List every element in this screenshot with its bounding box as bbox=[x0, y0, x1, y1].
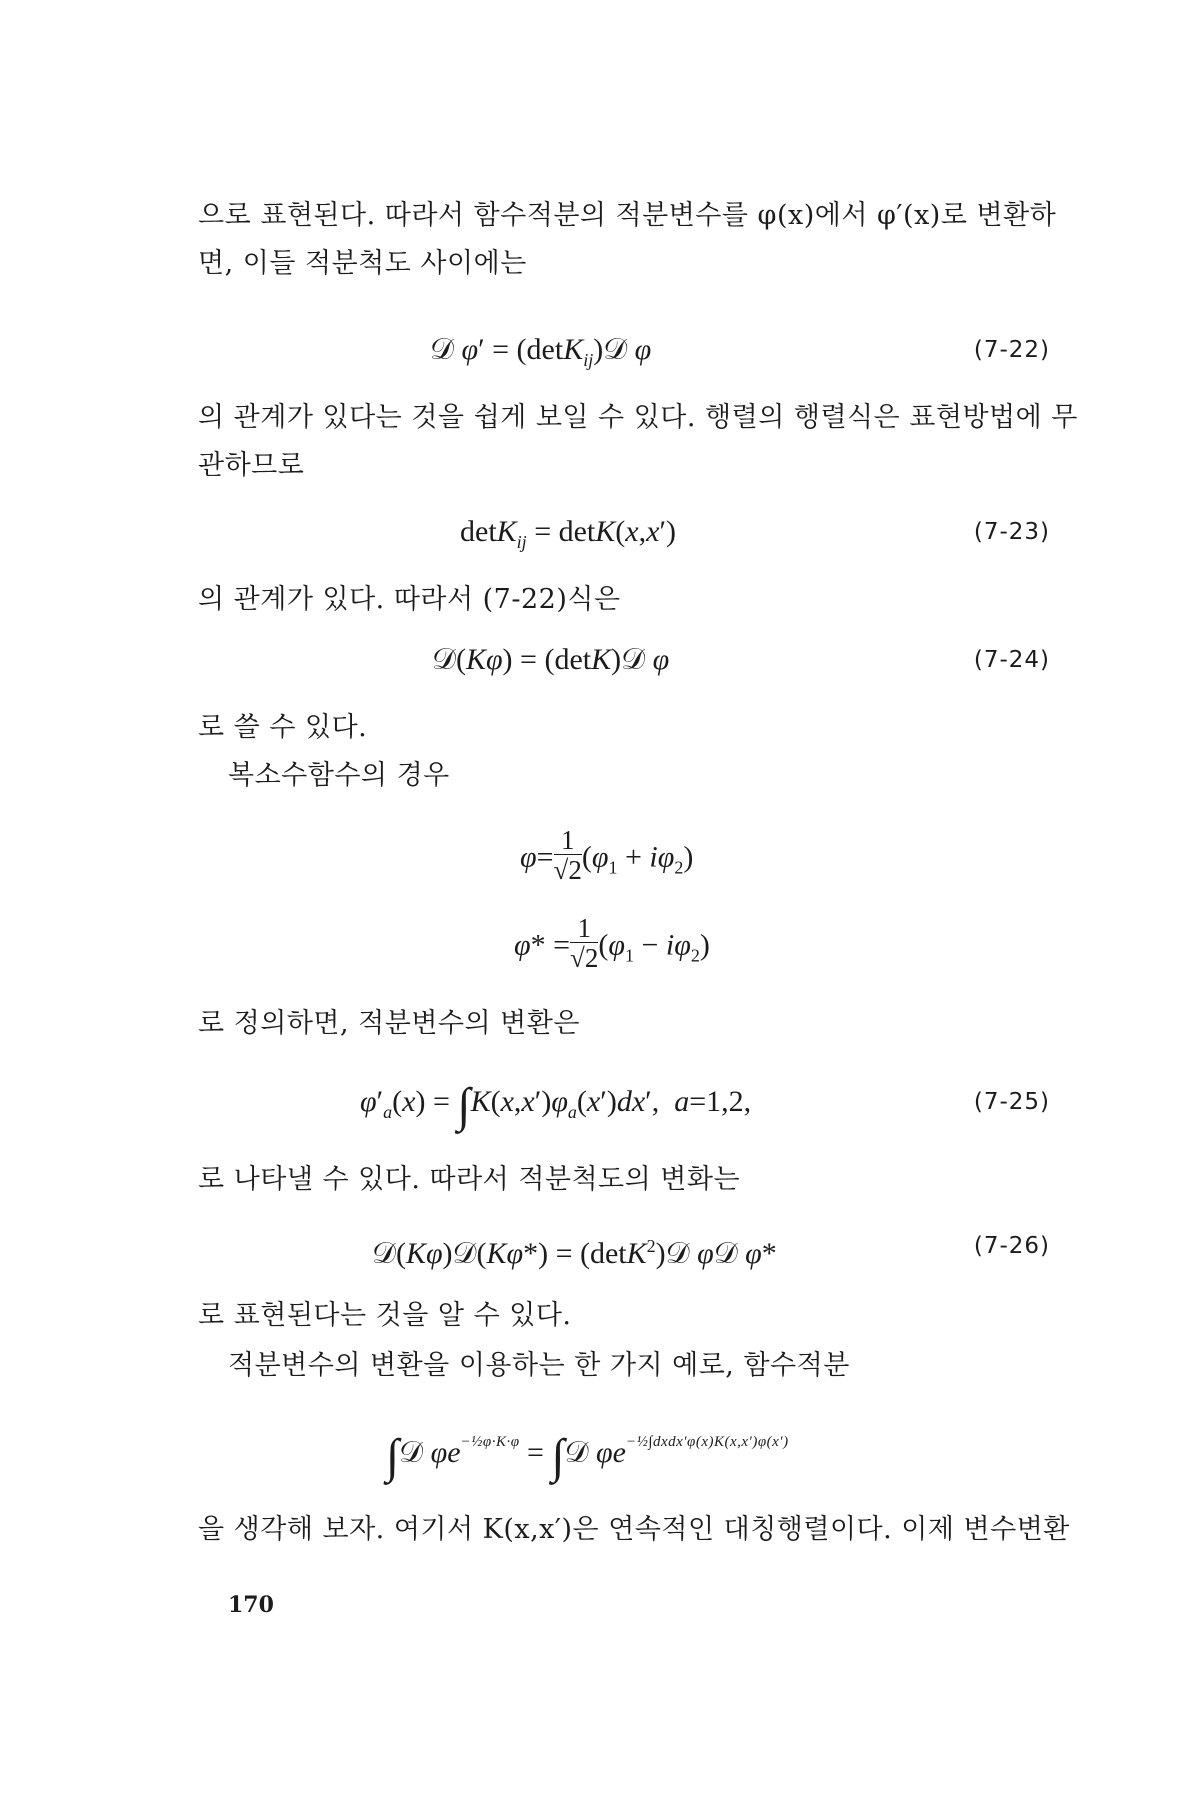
equation-phi: φ= $\frac{1}{√2}$ $(\varphi_1 + i\varphi_2)$ bbox=[520, 825, 694, 885]
paragraph-line: 로 쓸 수 있다. bbox=[198, 712, 368, 743]
paragraph-line: 로 표현된다는 것을 알 수 있다. bbox=[198, 1300, 572, 1331]
paragraph-line: 으로 표현된다. 따라서 함수적분의 적분변수를 φ(x)에서 φ′(x)로 변환하 bbox=[198, 200, 1057, 231]
equation-functional-integral: ∫𝒟 $\varphi e^{-\frac{1}{2}\varphi\cdot K\cdot\varphi}$ = ∫𝒟 $\varphi e^{-\frac{1}{2}\int dxdx'\varphi(x)K(x,x')\varphi(x')}$ bbox=[386, 1430, 789, 1483]
equation-7-25: $\varphi'_a(x) = \int K(x,x')\varphi_a(x')dx'$, a=1,2, bbox=[360, 1079, 752, 1132]
paragraph-line: 의 관계가 있다. 따라서 (7-22)식은 bbox=[198, 584, 621, 615]
equation-number: (7-23) bbox=[973, 519, 1050, 545]
paragraph-line: 관하므로 bbox=[198, 450, 305, 481]
paragraph-line: 복소수함수의 경우 bbox=[228, 760, 450, 791]
page-number: 170 bbox=[228, 1592, 274, 1618]
equation-phi-star: φ* = $\frac{1}{√2}$ $(\varphi_1 - i\varphi_2)$ bbox=[514, 913, 710, 973]
equation-number: (7-22) bbox=[973, 337, 1050, 363]
paragraph-line: 로 나타낼 수 있다. 따라서 적분척도의 변화는 bbox=[198, 1164, 741, 1195]
paragraph-line: 면, 이들 적분척도 사이에는 bbox=[198, 248, 527, 279]
paragraph-line: 의 관계가 있다는 것을 쉽게 보일 수 있다. 행렬의 행렬식은 표현방법에 무 bbox=[198, 402, 1078, 433]
equation-7-24: 𝒟(Kφ) = (detK)𝒟 φ bbox=[432, 643, 670, 676]
equation-7-26: 𝒟(Kφ)𝒟(Kφ*) = (detK$^2$)𝒟 φ𝒟 φ* bbox=[372, 1236, 777, 1270]
paragraph-line: 을 생각해 보자. 여기서 K(x,x′)은 연속적인 대칭행렬이다. 이제 변수변환 bbox=[198, 1514, 1070, 1545]
paragraph-line: 로 정의하면, 적분변수의 변환은 bbox=[198, 1008, 580, 1039]
equation-number: (7-24) bbox=[973, 647, 1050, 673]
equation-number: (7-25) bbox=[973, 1089, 1050, 1115]
equation-7-23: detK$_{ij}$ = detK(x,x′) bbox=[460, 515, 676, 552]
equation-number: (7-26) bbox=[973, 1233, 1050, 1259]
equation-7-22: 𝒟 φ′ = (detK$_{ij}$)𝒟 φ bbox=[430, 333, 652, 370]
paragraph-line: 적분변수의 변환을 이용하는 한 가지 예로, 함수적분 bbox=[228, 1350, 850, 1381]
